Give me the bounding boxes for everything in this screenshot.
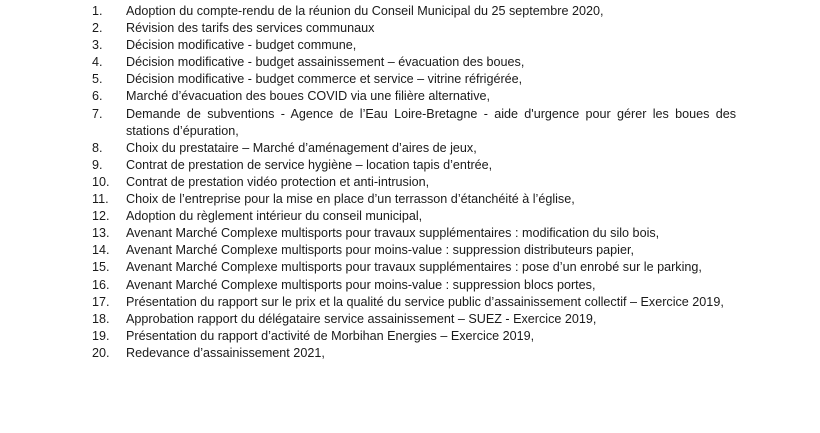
- list-item: [0, 20, 820, 37]
- item-number: 8.: [92, 140, 103, 155]
- list-item: [0, 345, 820, 362]
- item-text: Demande de subventions - Agence de l’Eau Loire-Bretagne - aide d'urgence pour gérer les boues des stations d’épuration,: [126, 106, 736, 138]
- list-item: [0, 88, 820, 105]
- list-item: [0, 208, 820, 225]
- item-number: 6.: [92, 89, 103, 104]
- item-number: 13.: [92, 226, 110, 241]
- list-item: [0, 140, 820, 157]
- list-item: [0, 294, 820, 311]
- item-number: 4.: [92, 55, 103, 70]
- item-number: 18.: [92, 311, 110, 326]
- list-item: [0, 157, 820, 174]
- item-number: 17.: [92, 294, 110, 309]
- item-text: Marché d’évacuation des boues COVID via une filière alternative,: [126, 89, 491, 104]
- item-text: Contrat de prestation vidéo protection et anti-intrusion,: [126, 174, 430, 189]
- list-item: [0, 37, 820, 54]
- list-item: [0, 71, 820, 88]
- item-number: 5.: [92, 72, 103, 87]
- item-text: Présentation du rapport sur le prix et la qualité du service public d’assainissement collectif – Exercice 2019,: [126, 294, 724, 309]
- item-number: 2.: [92, 21, 103, 36]
- item-text: Avenant Marché Complexe multisports pour travaux supplémentaires : modification du silo bois,: [126, 226, 660, 241]
- item-number: 16.: [92, 277, 110, 292]
- item-text: Révision des tarifs des services communaux: [126, 21, 375, 36]
- item-number: 20.: [92, 345, 110, 360]
- list-item: [0, 328, 820, 345]
- item-text: Adoption du compte-rendu de la réunion du Conseil Municipal du 25 septembre 2020,: [126, 4, 604, 18]
- item-number: 15.: [92, 260, 110, 275]
- list-item: [0, 259, 820, 276]
- item-number: 9.: [92, 157, 103, 172]
- item-text: Redevance d’assainissement 2021,: [126, 345, 325, 360]
- item-number: 12.: [92, 209, 110, 224]
- list-item: [0, 174, 820, 191]
- item-number: 10.: [92, 174, 110, 189]
- item-text: Choix de l’entreprise pour la mise en place d’un terrasson d’étanchéité à l’église,: [126, 192, 575, 207]
- agenda-list: [0, 3, 820, 362]
- item-number: 7.: [92, 106, 103, 121]
- list-item: [0, 311, 820, 328]
- item-text: Adoption du règlement intérieur du conseil municipal,: [126, 209, 423, 224]
- item-text: Décision modificative - budget commerce et service – vitrine réfrigérée,: [126, 72, 523, 87]
- item-text: Avenant Marché Complexe multisports pour moins-value : suppression distributeurs papier,: [126, 243, 634, 258]
- item-number: 3.: [92, 38, 103, 53]
- item-text: Avenant Marché Complexe multisports pour moins-value : suppression blocs portes,: [126, 277, 596, 292]
- item-text: Choix du prestataire – Marché d’aménagement d’aires de jeux,: [126, 140, 477, 155]
- item-text: Décision modificative - budget commune,: [126, 38, 357, 53]
- list-item: [0, 277, 820, 294]
- list-item: [0, 54, 820, 71]
- item-number: 19.: [92, 328, 110, 343]
- item-number: 14.: [92, 243, 110, 258]
- list-item: [0, 225, 820, 242]
- list-item: [0, 106, 820, 140]
- item-text: Approbation rapport du délégataire service assainissement – SUEZ - Exercice 2019,: [126, 311, 597, 326]
- list-item: [0, 242, 820, 259]
- list-item: [0, 191, 820, 208]
- item-text: Contrat de prestation de service hygiène – location tapis d’entrée,: [126, 157, 493, 172]
- item-text: Avenant Marché Complexe multisports pour travaux supplémentaires : pose d’un enrobé sur le parking,: [126, 260, 702, 275]
- item-text: Décision modificative - budget assainissement – évacuation des boues,: [126, 55, 525, 70]
- item-number: 11.: [92, 192, 109, 207]
- item-number: 1.: [92, 4, 103, 18]
- list-item: [0, 3, 820, 20]
- item-text: Présentation du rapport d’activité de Morbihan Energies – Exercice 2019,: [126, 328, 535, 343]
